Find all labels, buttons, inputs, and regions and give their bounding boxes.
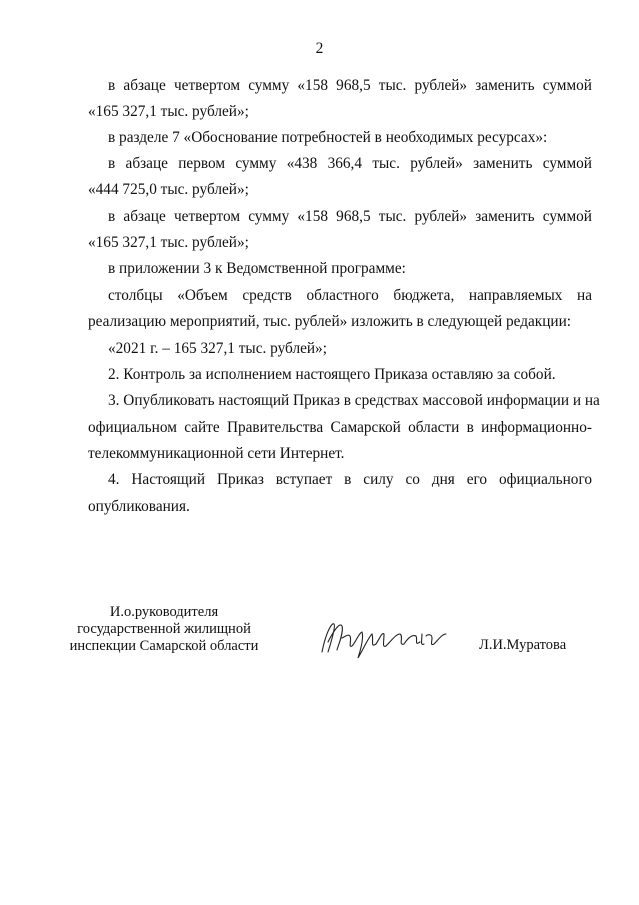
text-line: «165 327,1 тыс. рублей»;: [88, 103, 249, 120]
text-line: в абзаце четвертом сумму «158 968,5 тыс. рублей» заменить суммой: [108, 77, 592, 94]
page-number: 2: [315, 40, 324, 57]
text-line: 4. Настоящий Приказ вступает в силу со дня его официального: [108, 471, 592, 488]
text-line: в разделе 7 «Обоснование потребностей в необходимых ресурсах»:: [108, 129, 548, 146]
position-line: государственной жилищной: [77, 621, 251, 637]
text-line: 2. Контроль за исполнением настоящего Приказа оставляю за собой.: [108, 366, 556, 383]
text-line: опубликования.: [88, 498, 190, 515]
position-line: И.о.руководителя: [109, 604, 219, 620]
text-line: официальном сайте Правительства Самарской области в информационно-: [88, 419, 592, 436]
text-line: «2021 г. – 165 327,1 тыс. рублей»;: [108, 340, 327, 357]
position-line: инспекции Самарской области: [69, 638, 259, 654]
text-line: телекоммуникационной сети Интернет.: [88, 445, 345, 462]
text-line: «165 327,1 тыс. рублей»;: [88, 234, 249, 251]
text-line: реализацию мероприятий, тыс. рублей» изложить в следующей редакции:: [88, 313, 572, 330]
handwritten-signature: [318, 612, 468, 662]
text-line: в приложении 3 к Ведомственной программе:: [108, 260, 406, 277]
signatory-position: [58, 604, 270, 655]
text-line: «444 725,0 тыс. рублей»;: [88, 181, 249, 198]
text-line: столбцы «Объем средств областного бюджета, направляемых на: [108, 287, 592, 304]
text-line: в абзаце первом сумму «438 366,4 тыс. рублей» заменить суммой: [108, 155, 592, 172]
signatory-name: Л.И.Муратова: [479, 637, 567, 653]
text-line: 3. Опубликовать настоящий Приказ в средствах массовой информации и на: [108, 392, 600, 409]
text-line: в абзаце четвертом сумму «158 968,5 тыс. рублей» заменить суммой: [108, 208, 592, 225]
